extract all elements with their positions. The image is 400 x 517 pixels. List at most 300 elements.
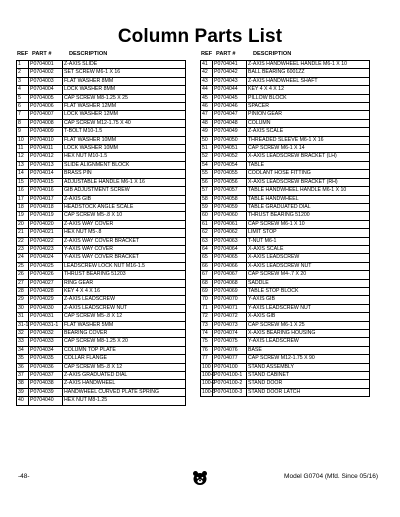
table-row xyxy=(201,254,370,262)
table-row xyxy=(17,220,186,228)
table-row xyxy=(201,296,370,304)
ref-cell: 1 xyxy=(17,61,29,69)
part-number-cell: P0704025 xyxy=(29,262,63,270)
ref-cell: 57 xyxy=(201,187,213,195)
description-cell: X-AXIS LEADSCREW xyxy=(247,254,370,262)
part-number-cell: P0704034 xyxy=(29,346,63,354)
ref-cell: 40 xyxy=(17,397,29,405)
table-row xyxy=(17,203,186,211)
description-cell: Z-AXIS SCALE xyxy=(247,128,370,136)
description-cell: STAND ASSEMBLY xyxy=(247,363,370,371)
ref-cell: 63 xyxy=(201,237,213,245)
ref-cell: 67 xyxy=(201,271,213,279)
ref-cell: 71 xyxy=(201,304,213,312)
table-row xyxy=(201,220,370,228)
part-number-cell: P0704037 xyxy=(29,372,63,380)
part-number-cell: P0704065 xyxy=(213,254,247,262)
description-cell: Y-AXIS WAY COVER BRACKET xyxy=(63,254,186,262)
table-row xyxy=(17,195,186,203)
part-number-cell: P0704002 xyxy=(29,69,63,77)
table-row xyxy=(201,61,370,69)
table-row xyxy=(201,380,370,388)
ref-cell: 6 xyxy=(17,103,29,111)
description-cell: CAP SCREW M4-.7 X 20 xyxy=(247,271,370,279)
description-cell: Y-AXIS WAY COVER xyxy=(63,245,186,253)
description-cell: BASE xyxy=(247,346,370,354)
table-row xyxy=(17,77,186,85)
table-row xyxy=(201,153,370,161)
part-number-cell: P0704005 xyxy=(29,94,63,102)
description-cell: BRASS PIN xyxy=(63,170,186,178)
page-footer xyxy=(0,470,400,490)
table-row xyxy=(17,145,186,153)
description-cell: Y-AXIS LEADSCREW xyxy=(247,338,370,346)
table-row xyxy=(17,262,186,270)
table-header-left xyxy=(16,49,186,60)
table-row xyxy=(17,254,186,262)
ref-cell: 29 xyxy=(17,296,29,304)
ref-cell: 35 xyxy=(17,355,29,363)
description-cell: FLAT WASHER 5MM xyxy=(63,321,186,329)
part-number-cell: P0704013 xyxy=(29,161,63,169)
part-number-cell: P0704003 xyxy=(29,77,63,85)
table-row xyxy=(17,94,186,102)
ref-cell: 55 xyxy=(201,170,213,178)
table-row xyxy=(17,69,186,77)
ref-cell: 23 xyxy=(17,245,29,253)
description-cell: LOCK WASHER 10MM xyxy=(63,145,186,153)
table-row xyxy=(201,372,370,380)
description-cell: CAP SCREW M6-1 X 10 xyxy=(247,220,370,228)
part-number-cell: P0704030 xyxy=(29,304,63,312)
ref-cell: 70 xyxy=(201,296,213,304)
table-row xyxy=(201,195,370,203)
part-number-cell: P0704008 xyxy=(29,119,63,127)
description-cell: COLLAR FLANGE xyxy=(63,355,186,363)
table-row xyxy=(17,86,186,94)
description-cell: ADJUSTABLE HANDLE M6-1 X 16 xyxy=(63,178,186,186)
ref-cell: 64 xyxy=(201,245,213,253)
table-row xyxy=(201,178,370,186)
ref-cell: 100-2 xyxy=(202,380,216,387)
ref-cell: 4 xyxy=(17,86,29,94)
description-cell: LEADSCREW LOCK NUT M16-1.5 xyxy=(63,262,186,270)
ref-cell: 13 xyxy=(17,161,29,169)
table-row xyxy=(201,287,370,295)
part-number-cell: P0704024 xyxy=(29,254,63,262)
description-cell: Z-AXIS HANDWHEEL HANDLE M6-1 X 10 xyxy=(247,61,370,69)
table-row xyxy=(201,103,370,111)
part-number-cell: P0704064 xyxy=(213,245,247,253)
part-number-cell: P0704070 xyxy=(213,296,247,304)
model-label: Model G0704 (Mfd. Since 05/16) xyxy=(284,473,378,480)
part-number-cell: P0704027 xyxy=(29,279,63,287)
ref-cell: 46 xyxy=(201,103,213,111)
ref-cell: 20 xyxy=(17,220,29,228)
part-number-cell: P0704040 xyxy=(29,397,63,405)
table-row xyxy=(17,245,186,253)
description-cell: Z-AXIS HANDWHEEL xyxy=(63,380,186,388)
table-row xyxy=(201,128,370,136)
description-cell: BALL BEARING 6001ZZ xyxy=(247,69,370,77)
description-cell: KEY 4 X 4 X 12 xyxy=(247,86,370,94)
header-ref: REF xyxy=(17,51,29,57)
description-cell: HEX NUT M5-.8 xyxy=(63,229,186,237)
part-number-cell: P0704071 xyxy=(213,304,247,312)
ref-cell: 12 xyxy=(17,153,29,161)
table-row xyxy=(201,77,370,85)
description-cell: Z-AXIS LEADSCREW xyxy=(63,296,186,304)
table-row xyxy=(17,170,186,178)
header-description: DESCRIPTION xyxy=(253,51,292,57)
ref-cell: 69 xyxy=(201,287,213,295)
description-cell: CAP SCREW M6-1 X 25 xyxy=(247,321,370,329)
table-row xyxy=(17,355,186,363)
table-row xyxy=(201,388,370,396)
part-number-cell: P0704100 xyxy=(213,363,247,371)
table-row xyxy=(201,355,370,363)
ref-cell: 43 xyxy=(201,77,213,85)
ref-cell: 32 xyxy=(17,330,29,338)
table-row xyxy=(17,119,186,127)
description-cell: CAP SCREW M12-1.75 X 40 xyxy=(63,119,186,127)
description-cell: PINION GEAR xyxy=(247,111,370,119)
table-row xyxy=(17,372,186,380)
table-row xyxy=(201,145,370,153)
description-cell: HEX NUT M10-1.5 xyxy=(63,153,186,161)
description-cell: Y-AXIS LEADSCREW NUT xyxy=(247,304,370,312)
part-number-cell: P0704060 xyxy=(213,212,247,220)
ref-cell: 60 xyxy=(201,212,213,220)
ref-cell: 72 xyxy=(201,313,213,321)
page-title: Column Parts List xyxy=(117,26,283,47)
ref-cell: 19 xyxy=(17,212,29,220)
ref-cell: 14 xyxy=(17,170,29,178)
description-cell: THRUST BEARING 51203 xyxy=(63,271,186,279)
description-cell: COOLANT HOSE FITTING xyxy=(247,170,370,178)
description-cell: HEX NUT M8-1.25 xyxy=(63,397,186,405)
table-row xyxy=(17,346,186,354)
ref-cell: 26 xyxy=(17,271,29,279)
header-description: DESCRIPTION xyxy=(69,51,108,57)
part-number-cell: P0704022 xyxy=(29,237,63,245)
ref-cell: 44 xyxy=(201,86,213,94)
table-row xyxy=(201,170,370,178)
table-row xyxy=(17,103,186,111)
part-number-cell: P0704023 xyxy=(29,245,63,253)
part-number-cell: P0704061 xyxy=(213,220,247,228)
description-cell: CAP SCREW M12-1.75 X 90 xyxy=(247,355,370,363)
header-ref: REF xyxy=(201,51,213,57)
description-cell: CAP SCREW M5-.8 X 12 xyxy=(63,313,186,321)
table-row xyxy=(201,279,370,287)
ref-cell: 61 xyxy=(201,220,213,228)
table-row xyxy=(201,203,370,211)
ref-cell: 65 xyxy=(201,254,213,262)
table-row xyxy=(17,380,186,388)
table-row xyxy=(201,94,370,102)
description-cell: CAP SCREW M5-.8 X 12 xyxy=(63,363,186,371)
part-number-cell: P0704031-1 xyxy=(29,321,63,329)
description-cell: Z-AXIS LEADSCREW NUT xyxy=(63,304,186,312)
ref-cell: 3 xyxy=(17,77,29,85)
part-number-cell: P0704028 xyxy=(29,287,63,295)
part-number-cell: P0704018 xyxy=(29,203,63,211)
description-cell: X-AXIS LEADSCREW BRACKET (RH) xyxy=(247,178,370,186)
description-cell: Z-AXIS GIB xyxy=(63,195,186,203)
table-row xyxy=(17,271,186,279)
table-row xyxy=(17,330,186,338)
table-row xyxy=(17,321,186,329)
part-number-cell: P0704014 xyxy=(29,170,63,178)
part-number-cell: P0704066 xyxy=(213,262,247,270)
description-cell: Z-AXIS SLIDE xyxy=(63,61,186,69)
part-number-cell: P0704075 xyxy=(213,338,247,346)
part-number-cell: P0704062 xyxy=(213,229,247,237)
description-cell: TABLE GRADUATED DIAL xyxy=(247,203,370,211)
table-row xyxy=(201,187,370,195)
table-row xyxy=(201,111,370,119)
table-row xyxy=(201,69,370,77)
description-cell: LIMIT STOP xyxy=(247,229,370,237)
description-cell: CAP SCREW M8-1.25 X 25 xyxy=(63,94,186,102)
table-row xyxy=(17,212,186,220)
ref-cell: 21 xyxy=(17,229,29,237)
ref-cell: 100-3 xyxy=(202,388,216,395)
parts-table-right xyxy=(200,49,370,397)
description-cell: THREADED SLEEVE M6-1 X 16 xyxy=(247,136,370,144)
description-cell: HEADSTOCK ANGLE SCALE xyxy=(63,203,186,211)
part-number-cell: P0704001 xyxy=(29,61,63,69)
ref-cell: 18 xyxy=(17,203,29,211)
ref-cell: 47 xyxy=(201,111,213,119)
table-row xyxy=(17,61,186,69)
part-number-cell: P0704063 xyxy=(213,237,247,245)
ref-cell: 31-1 xyxy=(18,321,29,328)
table-row xyxy=(17,296,186,304)
part-number-cell: P0704076 xyxy=(213,346,247,354)
part-number-cell: P0704032 xyxy=(29,330,63,338)
ref-cell: 66 xyxy=(201,262,213,270)
part-number-cell: P0704057 xyxy=(213,187,247,195)
table-row xyxy=(17,304,186,312)
description-cell: LOCK WASHER 12MM xyxy=(63,111,186,119)
part-number-cell: P0704007 xyxy=(29,111,63,119)
description-cell: Z-AXIS HANDWHEEL SHAFT xyxy=(247,77,370,85)
part-number-cell: P0704068 xyxy=(213,279,247,287)
description-cell: RING GEAR xyxy=(63,279,186,287)
description-cell: T-BOLT M10-1.5 xyxy=(63,128,186,136)
part-number-cell: P0704021 xyxy=(29,229,63,237)
part-number-cell: P0704047 xyxy=(213,111,247,119)
table-row xyxy=(201,119,370,127)
part-number-cell: P0704036 xyxy=(29,363,63,371)
part-number-cell: P0704046 xyxy=(213,103,247,111)
table-row xyxy=(17,187,186,195)
header-part: PART # xyxy=(216,51,236,57)
description-cell: TABLE HANDWHEEL HANDLE M6-1 X 10 xyxy=(247,187,370,195)
part-number-cell: P0704074 xyxy=(213,330,247,338)
ref-cell: 24 xyxy=(17,254,29,262)
part-number-cell: P0704048 xyxy=(213,119,247,127)
description-cell: STAND DOOR LATCH xyxy=(247,388,370,396)
description-cell: PILLOW BLOCK xyxy=(247,94,370,102)
part-number-cell: P0704029 xyxy=(29,296,63,304)
description-cell: SPACER xyxy=(247,103,370,111)
ref-cell: 5 xyxy=(17,94,29,102)
ref-cell: 100-1 xyxy=(202,372,216,379)
part-number-cell: P0704069 xyxy=(213,287,247,295)
table-row xyxy=(17,279,186,287)
ref-cell: 16 xyxy=(17,187,29,195)
table-row xyxy=(17,178,186,186)
table-row xyxy=(201,161,370,169)
ref-cell: 31 xyxy=(17,313,29,321)
description-cell: HANDWHEEL CURVED PLATE SPRING xyxy=(63,388,186,396)
table-row xyxy=(17,363,186,371)
part-number-cell: P0704042 xyxy=(213,69,247,77)
table-row xyxy=(201,330,370,338)
description-cell: SLIDE ALIGNMENT BLOCK xyxy=(63,161,186,169)
part-number-cell: P0704051 xyxy=(213,145,247,153)
description-cell: FLAT WASHER 8MM xyxy=(63,77,186,85)
table-row xyxy=(201,237,370,245)
table-row xyxy=(201,304,370,312)
description-cell: CAP SCREW M5-.8 X 10 xyxy=(63,212,186,220)
description-cell: THRUST BEARING 51200 xyxy=(247,212,370,220)
description-cell: SADDLE xyxy=(247,279,370,287)
ref-cell: 76 xyxy=(201,346,213,354)
table-row xyxy=(201,321,370,329)
description-cell: STAND CABINET xyxy=(247,372,370,380)
table-row xyxy=(17,229,186,237)
part-number-cell: P0704052 xyxy=(213,153,247,161)
description-cell: COLUMN TOP PLATE xyxy=(63,346,186,354)
bear-logo-icon xyxy=(192,470,208,486)
ref-cell: 62 xyxy=(201,229,213,237)
ref-cell: 33 xyxy=(17,338,29,346)
table-row xyxy=(17,153,186,161)
ref-cell: 28 xyxy=(17,287,29,295)
description-cell: COLUMN xyxy=(247,119,370,127)
part-number-cell: P0704100-2 xyxy=(213,380,247,388)
description-cell: TABLE xyxy=(247,161,370,169)
table-row xyxy=(201,271,370,279)
table-row xyxy=(17,338,186,346)
ref-cell: 56 xyxy=(201,178,213,186)
ref-cell: 22 xyxy=(17,237,29,245)
part-number-cell: P0704035 xyxy=(29,355,63,363)
part-number-cell: P0704077 xyxy=(213,355,247,363)
part-number-cell: P0704020 xyxy=(29,220,63,228)
ref-cell: 58 xyxy=(201,195,213,203)
parts-table-left xyxy=(16,49,186,406)
ref-cell: 77 xyxy=(201,355,213,363)
part-number-cell: P0704055 xyxy=(213,170,247,178)
ref-cell: 30 xyxy=(17,304,29,312)
ref-cell: 49 xyxy=(201,128,213,136)
description-cell: FLAT WASHER 12MM xyxy=(63,103,186,111)
part-number-cell: P0704015 xyxy=(29,178,63,186)
description-cell: Z-AXIS WAY COVER xyxy=(63,220,186,228)
table-row xyxy=(201,313,370,321)
ref-cell: 9 xyxy=(17,128,29,136)
table-row xyxy=(201,363,370,371)
table-row xyxy=(17,237,186,245)
ref-cell: 74 xyxy=(201,330,213,338)
part-number-cell: P0704100-1 xyxy=(213,372,247,380)
description-cell: CAP SCREW M8-1.25 X 20 xyxy=(63,338,186,346)
ref-cell: 42 xyxy=(201,69,213,77)
table-row xyxy=(17,388,186,396)
table-row xyxy=(17,136,186,144)
description-cell: KEY 4 X 4 X 16 xyxy=(63,287,186,295)
table-row xyxy=(17,313,186,321)
part-number-cell: P0704009 xyxy=(29,128,63,136)
ref-cell: 73 xyxy=(201,321,213,329)
table-row xyxy=(201,346,370,354)
table-row xyxy=(201,86,370,94)
table-header-right xyxy=(200,49,370,60)
part-number-cell: P0704072 xyxy=(213,313,247,321)
ref-cell: 7 xyxy=(17,111,29,119)
ref-cell: 50 xyxy=(201,136,213,144)
part-number-cell: P0704010 xyxy=(29,136,63,144)
description-cell: X-AXIS LEADSCREW BRACKET (LH) xyxy=(247,153,370,161)
table-row xyxy=(201,229,370,237)
ref-cell: 52 xyxy=(201,153,213,161)
table-row xyxy=(17,111,186,119)
description-cell: SET SCREW M6-1 X 16 xyxy=(63,69,186,77)
description-cell: X-AXIS GIB xyxy=(247,313,370,321)
ref-cell: 37 xyxy=(17,372,29,380)
part-number-cell: P0704054 xyxy=(213,161,247,169)
table-row xyxy=(201,245,370,253)
table-row xyxy=(17,128,186,136)
ref-cell: 45 xyxy=(201,94,213,102)
description-cell: Z-AXIS GRADUATED DIAL xyxy=(63,372,186,380)
table-row xyxy=(17,397,186,405)
part-number-cell: P0704100-3 xyxy=(213,388,247,396)
ref-cell: 10 xyxy=(17,136,29,144)
ref-cell: 48 xyxy=(201,119,213,127)
part-number-cell: P0704067 xyxy=(213,271,247,279)
description-cell: Y-AXIS GIB xyxy=(247,296,370,304)
description-cell: X-AXIS SCALE xyxy=(247,245,370,253)
ref-cell: 51 xyxy=(201,145,213,153)
ref-cell: 27 xyxy=(17,279,29,287)
part-number-cell: P0704026 xyxy=(29,271,63,279)
part-number-cell: P0704058 xyxy=(213,195,247,203)
part-number-cell: P0704039 xyxy=(29,388,63,396)
part-number-cell: P0704056 xyxy=(213,178,247,186)
header-part: PART # xyxy=(32,51,52,57)
table-row xyxy=(201,338,370,346)
description-cell: X-AXIS BEARING HOUSING xyxy=(247,330,370,338)
part-number-cell: P0704012 xyxy=(29,153,63,161)
ref-cell: 15 xyxy=(17,178,29,186)
description-cell: GIB ADJUSTMENT SCREW xyxy=(63,187,186,195)
ref-cell: 11 xyxy=(17,145,29,153)
part-number-cell: P0704017 xyxy=(29,195,63,203)
table-row xyxy=(201,212,370,220)
part-number-cell: P0704050 xyxy=(213,136,247,144)
ref-cell: 36 xyxy=(17,363,29,371)
description-cell: BEARING COVER xyxy=(63,330,186,338)
ref-cell: 39 xyxy=(17,388,29,396)
ref-cell: 41 xyxy=(201,61,213,69)
ref-cell: 38 xyxy=(17,380,29,388)
